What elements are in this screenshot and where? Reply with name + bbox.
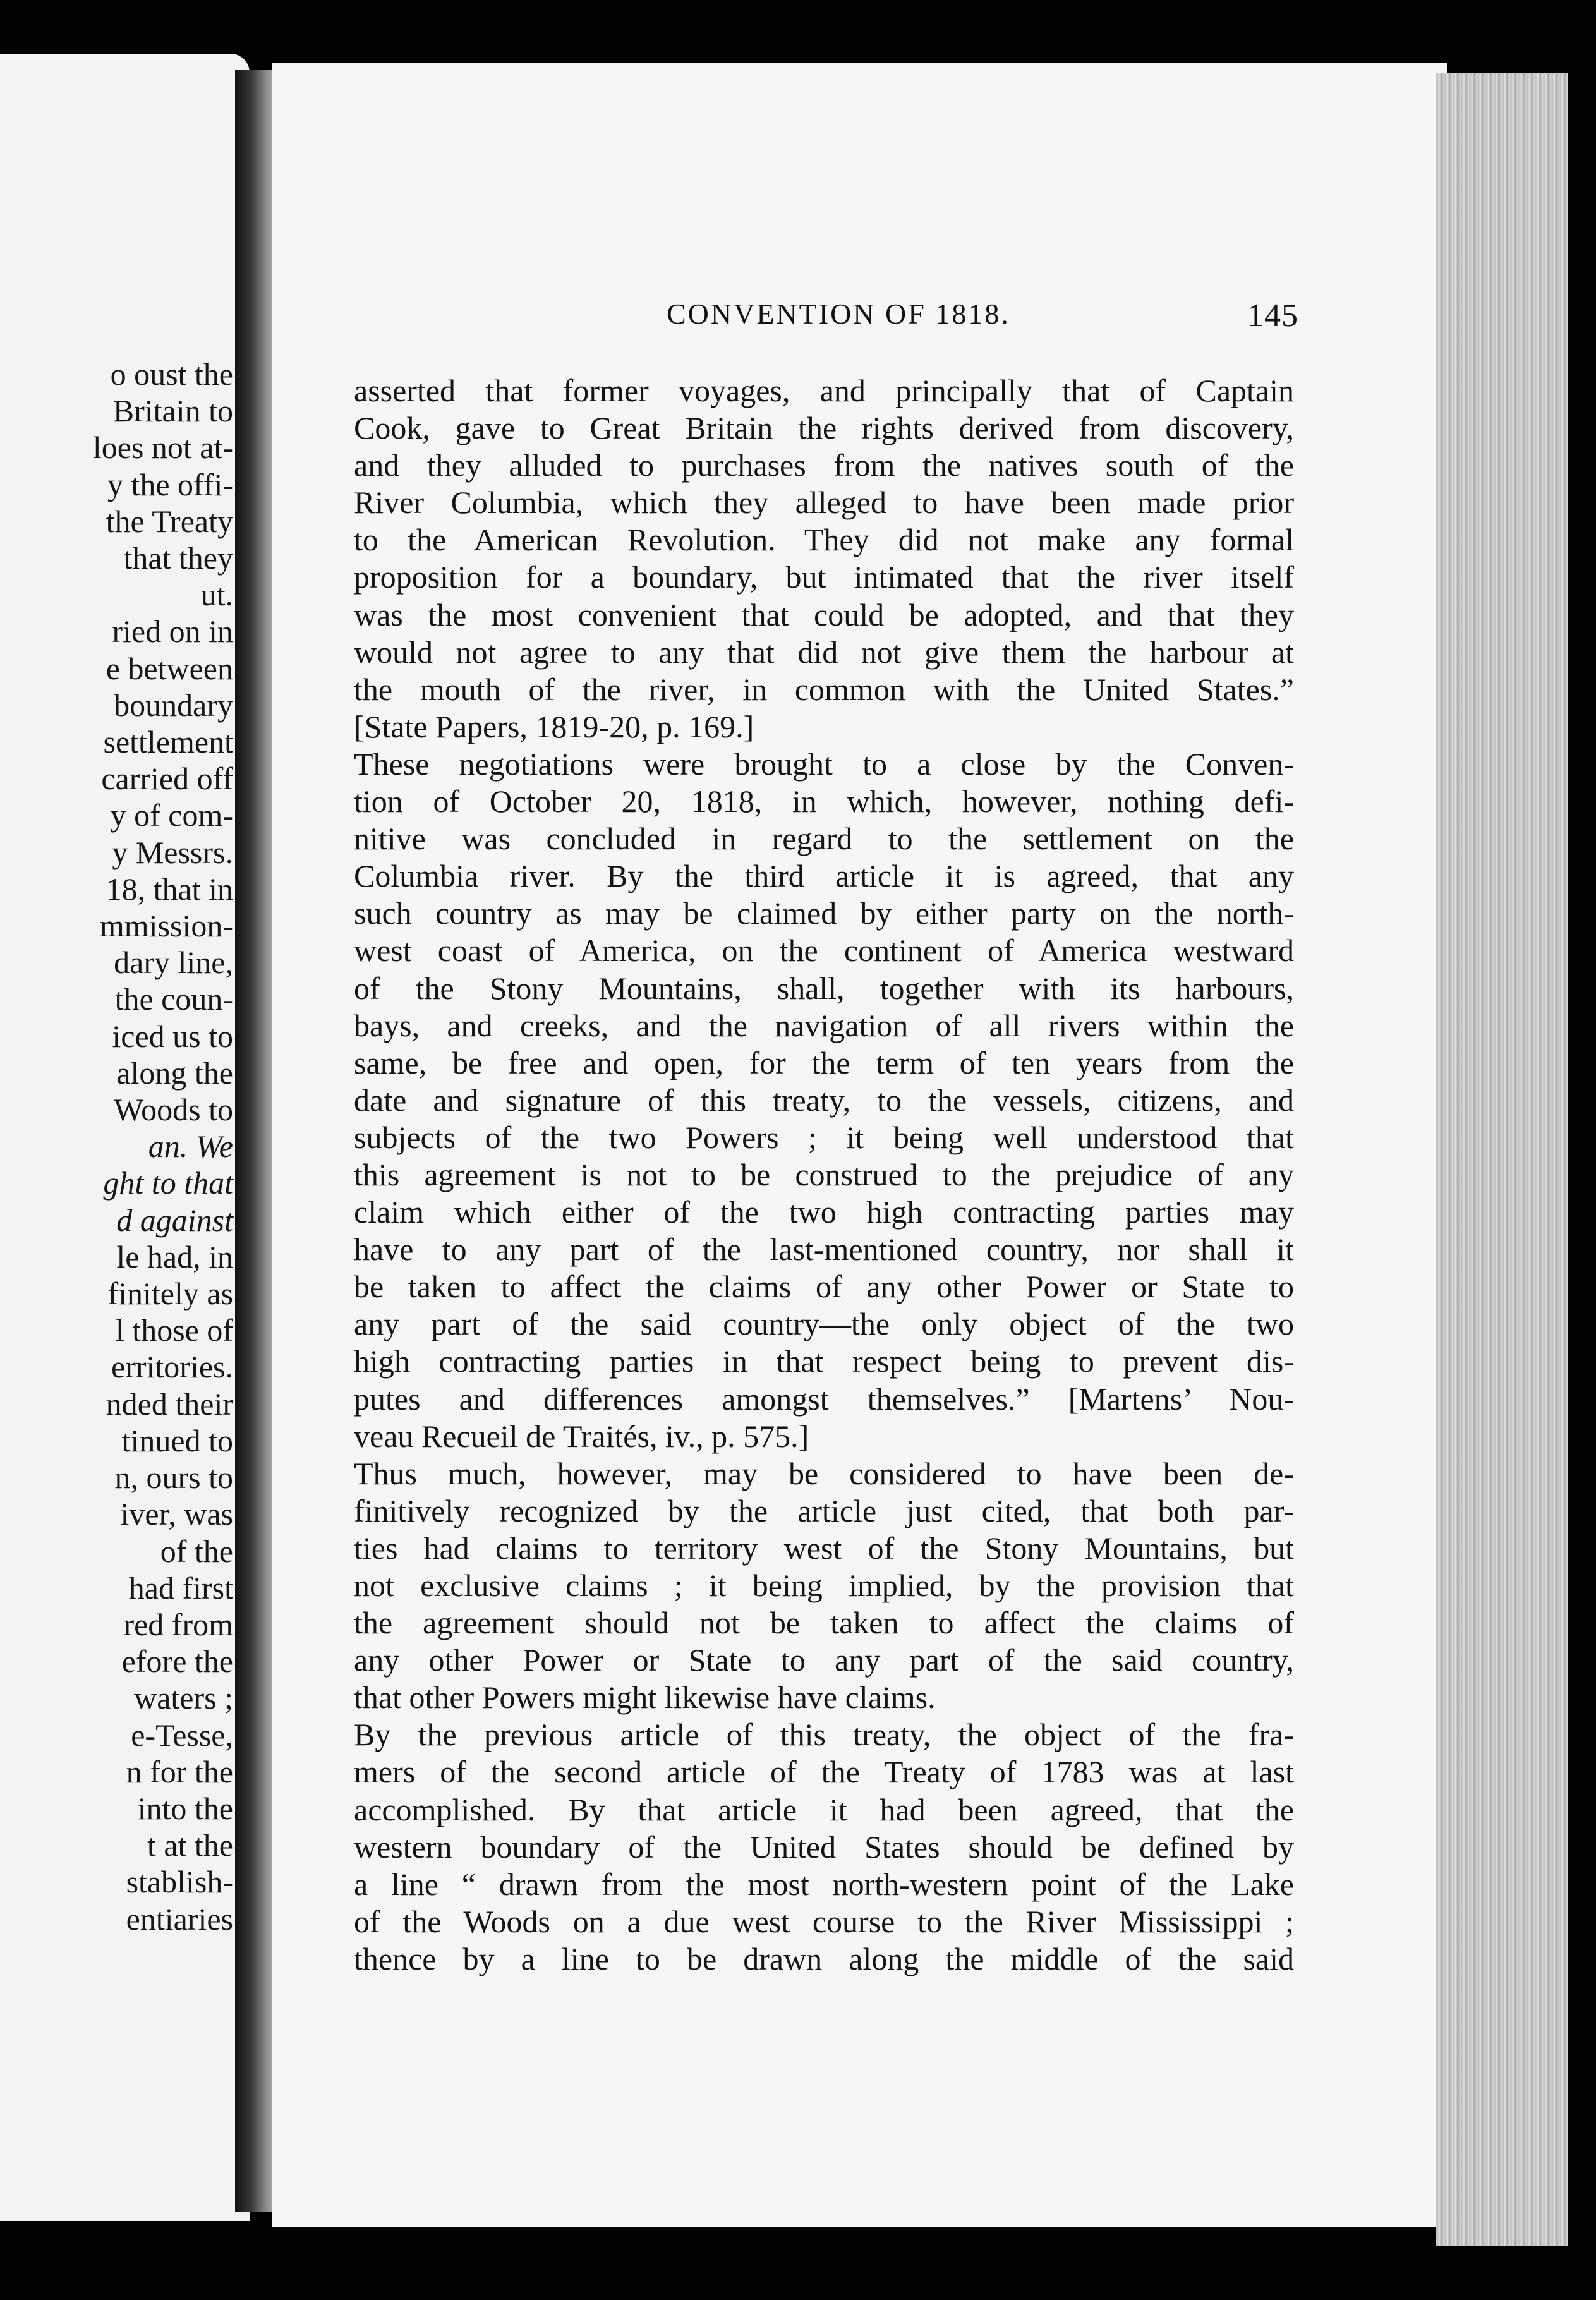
text-line: accomplished. By that article it had been agreed, that the (354, 1791, 1294, 1827)
left-line: e between (106, 650, 233, 686)
text-line: and they alluded to purchases from the natives south of the (354, 447, 1294, 483)
left-line: into the (137, 1790, 233, 1826)
left-line: ght to that (103, 1165, 233, 1201)
text-line: be taken to affect the claims of any other Power or State to (354, 1269, 1294, 1305)
left-line: ried on in (112, 614, 233, 650)
text-line: of the Stony Mountains, shall, together with its harbours, (354, 970, 1294, 1006)
left-page-text (0, 356, 233, 1937)
text-line: tion of October 20, 1818, in which, however, nothing defi- (354, 784, 1294, 820)
left-line: the Treaty (106, 503, 233, 539)
left-line: stablish- (126, 1864, 233, 1900)
running-head (667, 297, 1298, 334)
citation-line: veau Recueil de Traités, iv., p. 575.] (354, 1418, 809, 1454)
left-facing-page (0, 54, 250, 2221)
left-line: had first (128, 1570, 233, 1606)
left-line: iced us to (112, 1018, 233, 1054)
page-number: 145 (1247, 298, 1298, 334)
text-line: These negotiations were brought to a close by the Conven- (354, 746, 1294, 782)
left-line: mmission- (99, 908, 233, 944)
left-line: t at the (147, 1827, 233, 1863)
left-line: le had, in (116, 1238, 233, 1274)
left-line: dary line, (114, 945, 233, 981)
left-line: Britain to (112, 393, 233, 429)
text-line: the mouth of the river, in common with the United States.” (354, 671, 1294, 707)
page-edges (1436, 73, 1568, 2246)
left-line: finitely as (107, 1276, 233, 1312)
left-line: waters ; (134, 1680, 233, 1716)
left-line: loes not at- (92, 430, 233, 466)
left-line: y Messrs. (112, 834, 233, 870)
text-line: bays, and creeks, and the navigation of all rivers within the (354, 1007, 1294, 1043)
text-line: putes and differences amongst themselves.” [Martens’ Nou- (354, 1381, 1294, 1417)
text-line: a line “ drawn from the most north-western point of the Lake (354, 1866, 1294, 1902)
left-line: carried off (101, 761, 233, 797)
text-line: River Columbia, which they alleged to have been made prior (354, 485, 1294, 521)
text-line: the agreement should not be taken to affect the claims of (354, 1605, 1294, 1641)
text-line: that other Powers might likewise have claims. (354, 1680, 936, 1716)
text-line: such country as may be claimed by either party on the north- (354, 895, 1294, 931)
text-line: claim which either of the two high contracting parties may (354, 1194, 1294, 1230)
left-line: y of com- (110, 797, 233, 833)
left-line: e-Tesse, (131, 1717, 233, 1753)
text-line: proposition for a boundary, but intimated that the river itself (354, 559, 1294, 595)
text-line: western boundary of the United States should be defined by (354, 1829, 1294, 1865)
body-text (354, 372, 1294, 1978)
text-line: asserted that former voyages, and principally that of Captain (354, 373, 1294, 408)
left-line: boundary (114, 687, 233, 723)
left-line: nded their (106, 1386, 233, 1422)
left-line: y the offi- (107, 466, 233, 502)
running-title: CONVENTION OF 1818. (667, 298, 1010, 330)
left-line: d against (116, 1202, 233, 1238)
left-line: settlement (103, 724, 233, 760)
left-line: Woods to (113, 1092, 233, 1128)
left-line: of the (160, 1533, 233, 1569)
left-line: tinued to (121, 1422, 233, 1458)
left-line: entiaries (126, 1901, 233, 1937)
text-line: thence by a line to be drawn along the middle of the said (354, 1940, 1294, 1976)
left-line: l those of (115, 1312, 233, 1348)
text-line: to the American Revolution. They did not make any formal (354, 522, 1294, 558)
text-line: would not agree to any that did not give them the harbour at (354, 634, 1294, 670)
text-line: not exclusive claims ; it being implied, by the provision that (354, 1568, 1294, 1603)
text-line: mers of the second article of the Treaty of 1783 was at last (354, 1754, 1294, 1790)
text-line: west coast of America, on the continent of America westward (354, 933, 1294, 969)
text-line: By the previous article of this treaty, the object of the fra- (354, 1717, 1294, 1753)
text-line: same, be free and open, for the term of ten years from the (354, 1044, 1294, 1080)
left-line: ut. (200, 577, 233, 613)
left-line: erritories. (111, 1349, 233, 1385)
text-line: date and signature of this treaty, to the vessels, citizens, and (354, 1082, 1294, 1118)
text-line: was the most convenient that could be adopted, and that they (354, 596, 1294, 632)
left-line: that they (123, 540, 233, 576)
left-line: along the (116, 1055, 233, 1091)
text-line: any other Power or State to any part of the said country, (354, 1642, 1294, 1678)
left-line: iver, was (120, 1496, 233, 1532)
text-line: Cook, gave to Great Britain the rights derived from discovery, (354, 410, 1294, 446)
text-line: ties had claims to territory west of the Stony Mountains, but (354, 1530, 1294, 1566)
text-line: finitively recognized by the article just cited, that both par- (354, 1492, 1294, 1528)
left-line: n, ours to (114, 1460, 233, 1496)
text-line: nitive was concluded in regard to the settlement on the (354, 821, 1294, 857)
left-line: the coun- (114, 981, 233, 1017)
text-line: subjects of the two Powers ; it being well understood that (354, 1119, 1294, 1155)
text-line: high contracting parties in that respect being to prevent dis- (354, 1343, 1294, 1379)
left-line: efore the (121, 1643, 233, 1680)
text-line: of the Woods on a due west course to the River Mississippi ; (354, 1903, 1294, 1939)
text-line: any part of the said country—the only object of the two (354, 1306, 1294, 1342)
left-line: o oust the (110, 356, 233, 392)
left-line: n for the (126, 1753, 233, 1789)
left-line: 18, that in (106, 871, 233, 907)
left-line: an. We (148, 1129, 233, 1165)
text-line: this agreement is not to be construed to the prejudice of any (354, 1156, 1294, 1192)
text-line: Thus much, however, may be considered to have been de- (354, 1455, 1294, 1491)
text-line: Columbia river. By the third article it is agreed, that any (354, 858, 1294, 894)
text-line: have to any part of the last-mentioned country, nor shall it (354, 1232, 1294, 1268)
citation-line: [State Papers, 1819-20, p. 169.] (354, 708, 754, 744)
left-line: red from (123, 1606, 233, 1642)
